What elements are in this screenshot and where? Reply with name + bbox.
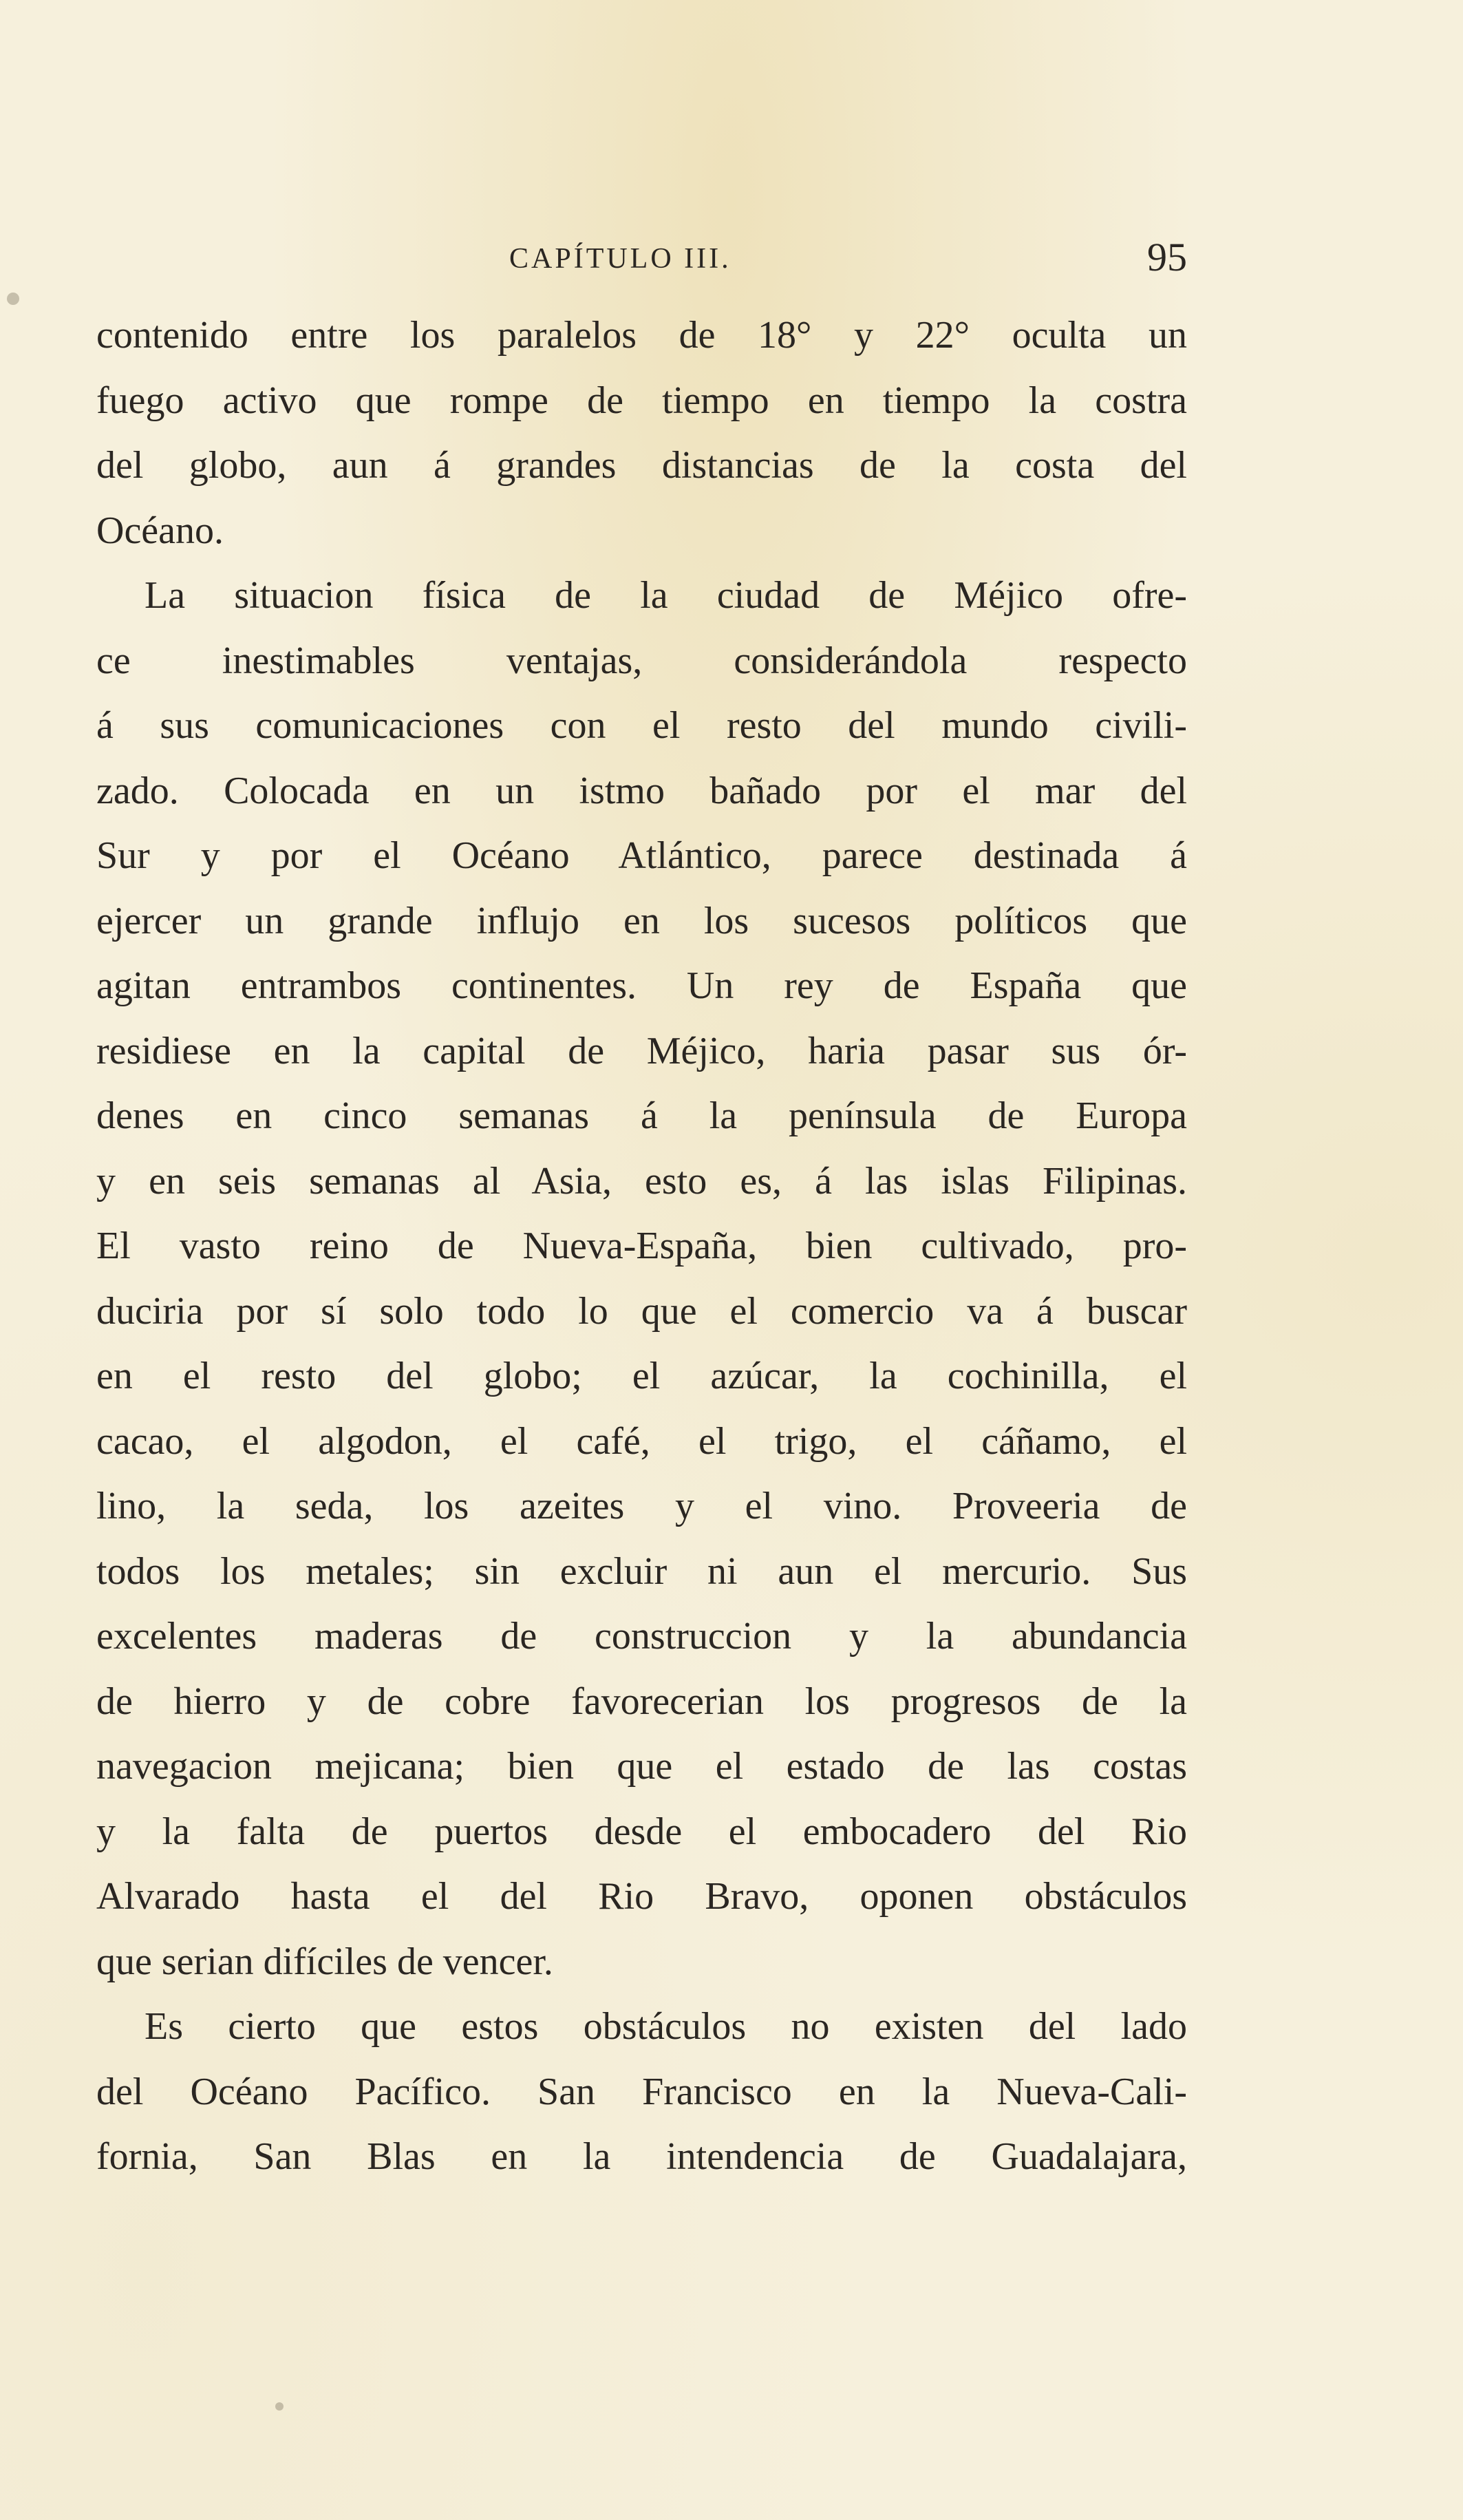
text-line: navegacion mejicana; bien que el estado de las costas — [96, 1745, 1187, 1788]
text-line: denes en cinco semanas á la península de Europa — [96, 1094, 1187, 1137]
text-line: y en seis semanas al Asia, esto es, á las islas Filipinas. — [96, 1159, 1187, 1203]
text-line: de hierro y de cobre favorecerian los progresos de la — [96, 1680, 1187, 1723]
text-line: fornia, San Blas en la intendencia de Guadalajara, — [96, 2135, 1187, 2178]
text-line: á sus comunicaciones con el resto del mundo civili- — [96, 704, 1187, 747]
text-line: y la falta de puertos desde el embocadero del Rio — [96, 1810, 1187, 1853]
text-line: duciria por sí solo todo lo que el comercio va á buscar — [96, 1289, 1187, 1333]
text-line: ce inestimables ventajas, considerándola respecto — [96, 639, 1187, 682]
text-line: lino, la seda, los azeites y el vino. Proveeria de — [96, 1485, 1187, 1527]
text-line: que serian difíciles de vencer. — [96, 1940, 553, 1983]
text-line: Alvarado hasta el del Rio Bravo, oponen obstáculos — [96, 1875, 1187, 1918]
text-line: zado. Colocada en un istmo bañado por el mar del — [96, 769, 1187, 812]
text-line: El vasto reino de Nueva-España, bien cultivado, pro- — [96, 1225, 1187, 1267]
text-line: excelentes maderas de construccion y la abundancia — [96, 1615, 1187, 1658]
text-line: Sur y por el Océano Atlántico, parece destinada á — [96, 834, 1187, 877]
ink-spot — [275, 2402, 284, 2411]
page-header — [96, 234, 1187, 289]
text-line: cacao, el algodon, el café, el trigo, el cáñamo, el — [96, 1419, 1187, 1463]
paragraph-start: La situacion física de la ciudad de Méjico ofre- — [145, 574, 1187, 617]
text-line: residiese en la capital de Méjico, haria pasar sus ór- — [96, 1029, 1187, 1072]
paragraph-start: Es cierto que estos obstáculos no existen del lado — [145, 2005, 1187, 2048]
text-line: agitan entrambos continentes. Un rey de España que — [96, 964, 1187, 1007]
page-number: 95 — [1147, 235, 1187, 279]
text-line: ejercer un grande influjo en los sucesos políticos que — [96, 899, 1187, 942]
text-line: contenido entre los paralelos de 18° y 22° oculta un — [96, 314, 1187, 357]
running-head: CAPÍTULO III. — [509, 243, 732, 275]
text-line: todos los metales; sin excluir ni aun el mercurio. Sus — [96, 1549, 1187, 1593]
text-line: del globo, aun á grandes distancias de la costa del — [96, 444, 1187, 487]
text-line: Océano. — [96, 509, 224, 552]
text-line: fuego activo que rompe de tiempo en tiempo la costra — [96, 379, 1187, 422]
text-line: del Océano Pacífico. San Francisco en la Nueva-Cali- — [96, 2070, 1187, 2113]
body-text — [96, 303, 1187, 2190]
ink-spot — [7, 293, 19, 305]
text-line: en el resto del globo; el azúcar, la cochinilla, el — [96, 1355, 1187, 1397]
